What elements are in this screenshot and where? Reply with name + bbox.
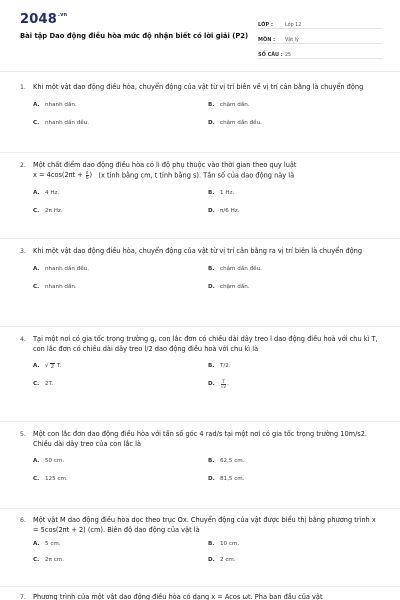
option-text: 1 Hz. — [220, 189, 235, 196]
question-text-block — [20, 516, 380, 535]
question-text: Một chất điểm dao động điều hòa có li độ phụ thuộc vào thời gian theo quy luật — [33, 161, 297, 169]
options — [20, 457, 380, 483]
question-text: Khi một vật dao động điều hòa, chuyển động của vật từ vị trí biên về vị trí cân bằng là chuyển động — [33, 83, 364, 91]
option-a[interactable] — [33, 540, 208, 548]
option-c[interactable] — [33, 119, 208, 127]
option-letter: C. — [33, 119, 40, 126]
option-letter: B. — [208, 363, 215, 369]
question-number: 3. — [20, 248, 26, 255]
question-text: Tại một nơi có gia tốc trọng trường g, con lắc đơn có chiều dài dây treo l dao động điều hoà với chu kì T, con lắc đơn có chiều dài dây treo l/2 dao động điều hoà với chu kì là — [33, 335, 378, 353]
question-separator — [0, 421, 400, 422]
option-text: nhanh dần đều. — [45, 119, 90, 126]
option-text: chậm dần đều. — [220, 265, 262, 272]
question-separator — [0, 586, 400, 587]
option-letter: C. — [33, 557, 40, 563]
option-letter: D. — [208, 381, 215, 387]
option-letter: A. — [33, 458, 40, 464]
fraction-numerator: T — [222, 378, 225, 384]
question-separator — [0, 238, 400, 239]
option-a[interactable] — [33, 265, 208, 273]
formula-text-end: ) — [89, 171, 93, 179]
options — [20, 101, 380, 127]
option-text: 62,5 cm. — [220, 458, 245, 464]
option-text: 50 cm. — [45, 458, 65, 464]
option-text: T. — [56, 363, 62, 369]
option-text: 4 Hz. — [45, 189, 60, 196]
option-d[interactable] — [208, 475, 383, 483]
formula-text: x = 4cos(2πt + — [33, 171, 85, 179]
sqrt-symbol: √ — [45, 363, 49, 369]
question-text-block — [20, 247, 380, 257]
question-text: Một vật M dao động điều hòa dọc theo trục Ox. Chuyển động của vật được biểu thị bằng phương trình x = 5cos(2πt + 2) (cm). Biên độ dao động của vật là — [33, 516, 376, 534]
question-7 — [20, 593, 380, 600]
option-letter: A. — [33, 189, 40, 196]
option-c[interactable] — [33, 207, 208, 215]
option-c[interactable] — [33, 475, 208, 483]
question-text-block — [20, 161, 380, 181]
option-letter: D. — [208, 476, 215, 482]
meta-key: LỚP : — [258, 22, 273, 28]
option-text: chậm dần. — [220, 283, 250, 290]
option-text: 2 cm. — [220, 557, 236, 563]
question-text: Phương trình của một vật dao động điều hòa có dạng x = Acos ωt. Pha ban đầu của vật — [33, 593, 323, 600]
option-b[interactable] — [208, 189, 383, 197]
question-text-continued: (x tính bằng cm, t tính bằng s). Tần số của dao động này là — [98, 171, 295, 179]
meta-row-subject — [258, 29, 382, 44]
question-number: 2. — [20, 162, 26, 169]
option-a[interactable] — [33, 457, 208, 465]
option-letter: D. — [208, 207, 215, 214]
question-2 — [20, 161, 380, 215]
meta-key: MÔN : — [258, 37, 276, 43]
option-letter: A. — [33, 541, 40, 547]
option-text: 81,5 cm. — [220, 476, 245, 482]
question-4 — [20, 335, 380, 388]
fraction-numerator: π — [86, 169, 89, 175]
question-number: 1. — [20, 84, 26, 91]
logo-text: 2048 — [20, 12, 57, 27]
meta-row-count — [258, 44, 382, 59]
header — [0, 0, 400, 62]
question-text-block — [20, 83, 380, 93]
option-text: chậm dần. — [220, 101, 250, 108]
option-letter: A. — [33, 265, 40, 272]
option-letter: A. — [33, 363, 40, 369]
options — [20, 540, 380, 564]
option-letter: D. — [208, 119, 215, 126]
option-text: . — [227, 381, 229, 387]
option-c[interactable] — [33, 380, 208, 388]
question-number: 7. — [20, 594, 26, 600]
option-letter: C. — [33, 476, 40, 482]
option-letter: D. — [208, 283, 215, 290]
option-letter: C. — [33, 381, 40, 387]
formula — [33, 171, 92, 179]
option-d[interactable] — [208, 283, 383, 291]
question-separator — [0, 326, 400, 327]
option-d[interactable] — [208, 380, 383, 388]
question-6 — [20, 516, 380, 564]
fraction-denominator: √2 — [221, 383, 227, 389]
option-letter: B. — [208, 189, 215, 196]
option-text: 5 cm. — [45, 541, 61, 547]
question-separator — [0, 152, 400, 153]
option-text: nhanh dần. — [45, 101, 77, 108]
meta-value: Vật lý — [285, 38, 299, 43]
question-1 — [20, 83, 380, 127]
formula-fraction — [86, 171, 89, 180]
option-text: T/2. — [220, 363, 231, 369]
question-text: Khi một vật dao động điều hòa, chuyển động của vật từ vị trí cân bằng ra vị trí biên là chuyển động — [33, 247, 363, 255]
option-b[interactable] — [208, 101, 383, 109]
option-text: chậm dần đều. — [220, 119, 262, 126]
option-letter: B. — [208, 458, 215, 464]
option-letter: C. — [33, 207, 40, 214]
meta-value: 25 — [285, 53, 292, 58]
option-letter: B. — [208, 541, 215, 547]
option-text: 2π Hz. — [45, 207, 63, 214]
option-text: nhanh dần. — [45, 283, 77, 290]
option-b[interactable] — [208, 540, 383, 548]
question-number: 4. — [20, 336, 26, 343]
question-separator — [0, 508, 400, 509]
question-text-block — [20, 593, 380, 600]
option-text: nhanh dần đều. — [45, 265, 90, 272]
option-text: 2T. — [45, 381, 54, 387]
option-a[interactable] — [33, 189, 208, 197]
option-c[interactable] — [33, 283, 208, 291]
option-d[interactable] — [208, 556, 383, 564]
option-letter: B. — [208, 101, 215, 108]
option-text: 10 cm. — [220, 541, 240, 547]
question-3 — [20, 247, 380, 291]
question-text-block — [20, 430, 380, 449]
meta-row-class — [258, 14, 382, 29]
sqrt-radicand: 2 — [50, 363, 55, 370]
option-text: 2π cm. — [45, 557, 65, 563]
header-divider — [0, 71, 400, 72]
question-text: Một con lắc đơn dao động điều hòa với tần số góc 4 rad/s tại một nơi có gia tốc trọng trường 10m/s2. Chiều dài dây treo của con lắc là — [33, 430, 368, 448]
option-letter: C. — [33, 283, 40, 290]
option-d[interactable] — [208, 119, 383, 127]
option-letter: D. — [208, 557, 215, 563]
page-title: Bài tập Dao động điều hòa mức độ nhận biết có lời giải (P2) — [20, 32, 249, 40]
question-number: 5. — [20, 431, 26, 438]
option-a[interactable] — [33, 362, 208, 370]
logo-domain: .vn — [57, 12, 68, 18]
option-c[interactable] — [33, 556, 208, 564]
option-d[interactable] — [208, 207, 383, 215]
options — [20, 265, 380, 291]
question-5 — [20, 430, 380, 483]
options — [20, 189, 380, 215]
question-text-block — [20, 335, 380, 354]
option-text: 125 cm. — [45, 476, 68, 482]
options — [20, 362, 380, 388]
option-letter: B. — [208, 265, 215, 272]
option-letter: A. — [33, 101, 40, 108]
option-fraction — [221, 380, 226, 389]
option-b[interactable] — [208, 265, 383, 273]
meta-key: SỐ CÂU : — [258, 52, 283, 58]
option-a[interactable] — [33, 101, 208, 109]
question-number: 6. — [20, 517, 26, 524]
option-b[interactable] — [208, 362, 383, 370]
meta-value: Lớp 12 — [285, 23, 302, 28]
option-text: π/6 Hz. — [220, 207, 240, 214]
meta-info — [258, 14, 382, 59]
option-b[interactable] — [208, 457, 383, 465]
fraction-denominator: 6 — [85, 174, 89, 180]
